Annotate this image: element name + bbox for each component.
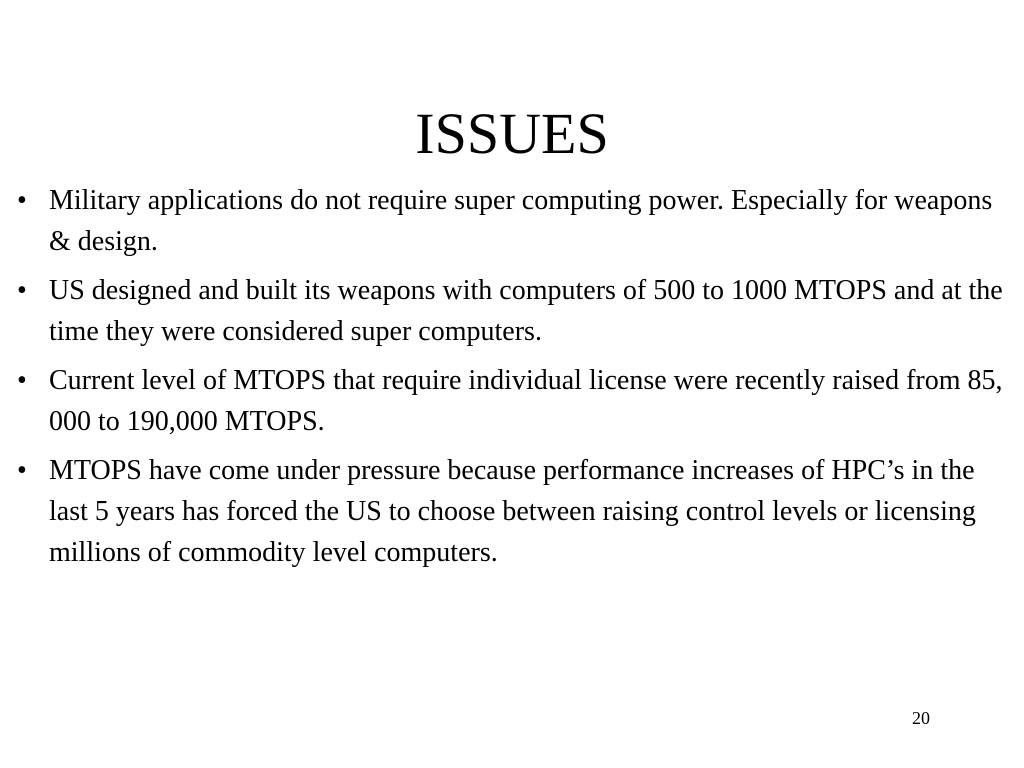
- bullet-item: [0, 360, 1010, 442]
- bullet-dot-icon: •: [17, 275, 27, 306]
- bullet-dot-icon: •: [17, 365, 27, 396]
- bullet-item: [0, 450, 1010, 573]
- bullet-text: US designed and built its weapons with computers of 500 to 1000 MTOPS and at the time they were considered super computers.: [49, 275, 1003, 347]
- bullet-dot-icon: •: [17, 185, 27, 216]
- bullet-list: [0, 180, 1010, 581]
- bullet-item: [0, 270, 1010, 352]
- bullet-text: Military applications do not require super computing power. Especially for weapons & design.: [49, 185, 993, 257]
- bullet-text: MTOPS have come under pressure because performance increases of HPC’s in the last 5 years has forced the US to choose between raising control levels or licensing millions of commodity level computers.: [49, 455, 976, 568]
- bullet-text: Current level of MTOPS that require individual license were recently raised from 85, 000 to 190,000 MTOPS.: [49, 365, 1003, 437]
- bullet-item: [0, 180, 1010, 262]
- page-number: 20: [912, 708, 930, 728]
- bullet-dot-icon: •: [17, 455, 27, 486]
- slide-title: ISSUES: [415, 101, 609, 166]
